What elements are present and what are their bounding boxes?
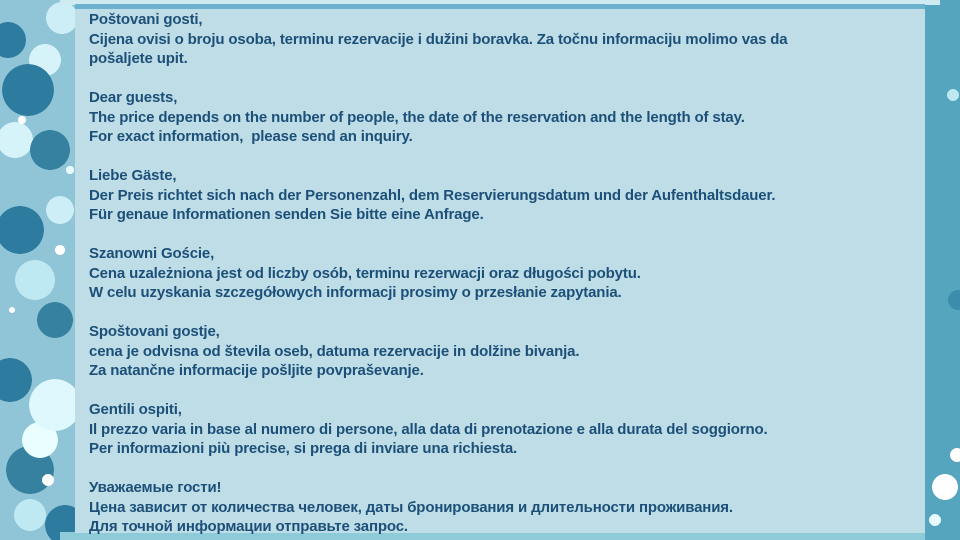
text-line: cena je odvisna od števila oseb, datuma rezervacije in dolžine bivanja. (89, 342, 580, 360)
text-line: Za natančne informacije pošljite povpraševanje. (89, 362, 424, 379)
text-line: Для точной информации отправьте запрос. (89, 518, 408, 535)
text-line: Szanowni Goście, (89, 245, 215, 262)
text-line: Per informazioni più precise, si prega di inviare una richiesta. (89, 440, 518, 457)
notice-section-german (89, 166, 917, 225)
notice-section-english (89, 88, 917, 147)
text-line: Der Preis richtet sich nach der Personenzahl, dem Reservierungsdatum und der Aufenthaltsdauer. (89, 186, 776, 204)
text-line: Cijena ovisi o broju osoba, terminu rezervacije i dužini boravka. Za točnu informaciju molimo vas da (89, 30, 788, 48)
text-line: Уважаемые гости! (89, 479, 222, 496)
text-line: Dear guests, (89, 89, 178, 106)
notice-section-russian (89, 478, 917, 537)
notice-content (75, 9, 925, 537)
text-line: Gentili ospiti, (89, 401, 182, 418)
watercolor-splatter-right (925, 0, 960, 540)
notice-section-italian (89, 400, 917, 459)
notice-section-polish (89, 244, 917, 303)
text-line: The price depends on the number of people, the date of the reservation and the length of stay. (89, 108, 745, 126)
text-line: Poštovani gosti, (89, 11, 203, 28)
watercolor-splatter-left (0, 0, 78, 540)
text-line: W celu uzyskania szczegółowych informacji prosimy o przesłanie zapytania. (89, 284, 622, 301)
text-line: Цена зависит от количества человек, даты бронирования и длительности проживания. (89, 498, 733, 516)
text-line: pošaljete upit. (89, 50, 188, 67)
text-line: Liebe Gäste, (89, 167, 177, 184)
notice-section-slovenian (89, 322, 917, 381)
notice-panel (75, 4, 925, 533)
text-line: Spoštovani gostje, (89, 323, 220, 340)
notice-section-croatian (89, 10, 917, 69)
text-line: For exact information, please send an inquiry. (89, 128, 413, 145)
text-line: Il prezzo varia in base al numero di persone, alla data di prenotazione e alla durata del soggiorno. (89, 420, 768, 438)
text-line: Für genaue Informationen senden Sie bitte eine Anfrage. (89, 206, 484, 223)
text-line: Cena uzależniona jest od liczby osób, terminu rezerwacji oraz długości pobytu. (89, 264, 641, 282)
